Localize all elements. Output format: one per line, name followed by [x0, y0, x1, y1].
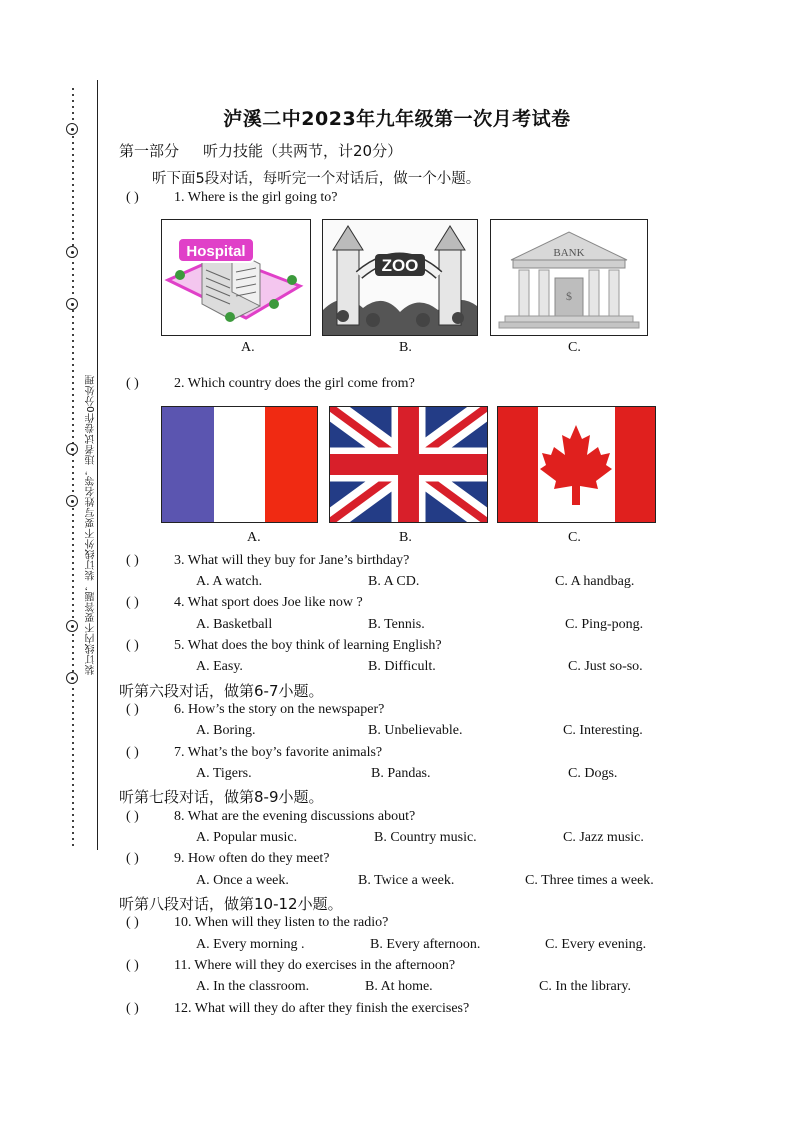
- zoo-gate-icon: [323, 220, 477, 335]
- binding-hole-icon: [66, 443, 78, 455]
- hospital-icon: [162, 220, 310, 335]
- question-11: [126, 958, 455, 974]
- answer-blank[interactable]: ( ): [126, 702, 139, 717]
- option-c: C. Just so-so.: [568, 659, 643, 674]
- question-3: [126, 553, 409, 569]
- answer-blank[interactable]: ( ): [126, 851, 139, 866]
- question-text: 9. How often do they meet?: [174, 851, 330, 866]
- option-a: A. A watch.: [196, 574, 263, 589]
- question-text: 7. What’s the boy’s favorite animals?: [174, 745, 383, 760]
- question-10: [126, 915, 388, 931]
- option-a: A. Boring.: [196, 723, 256, 738]
- option-b: B. Twice a week.: [358, 873, 455, 888]
- option-c: C. Interesting.: [563, 723, 643, 738]
- option-c: C. Ping-pong.: [565, 617, 644, 632]
- answer-blank[interactable]: ( ): [126, 958, 139, 973]
- hospital-sign: Hospital: [186, 243, 246, 260]
- answer-blank[interactable]: ( ): [126, 595, 139, 610]
- answer-blank[interactable]: ( ): [126, 915, 139, 930]
- uk-flag-icon: [330, 407, 487, 522]
- zoo-sign: ZOO: [381, 256, 419, 275]
- picture-canada-flag: [497, 406, 656, 523]
- option-label: C.: [568, 340, 581, 355]
- question-8: [126, 809, 415, 825]
- option-a: A. Tigers.: [196, 766, 252, 781]
- question-text: 11. Where will they do exercises in the afternoon?: [174, 958, 456, 973]
- question-9: [126, 851, 330, 867]
- question-2: [126, 376, 415, 392]
- option-c: C. Jazz music.: [563, 830, 644, 845]
- binding-hole-icon: [66, 620, 78, 632]
- answer-blank[interactable]: ( ): [126, 745, 139, 760]
- option-a: A. Every morning .: [196, 937, 305, 952]
- option-c: C. In the library.: [539, 979, 632, 994]
- answer-blank[interactable]: ( ): [126, 190, 139, 205]
- option-b: B. Every afternoon.: [370, 937, 481, 952]
- option-a: A. In the classroom.: [196, 979, 310, 994]
- picture-uk-flag: [329, 406, 488, 523]
- option-a: A. Basketball: [196, 617, 273, 632]
- question-7: [126, 745, 382, 761]
- listening-instruction: 听下面5段对话，每听完一个对话后，做一个小题。: [152, 171, 481, 187]
- option-c: C. A handbag.: [555, 574, 635, 589]
- binding-dotted-line: [70, 86, 76, 846]
- option-b: B. Pandas.: [371, 766, 431, 781]
- option-label: A.: [247, 530, 261, 545]
- option-b: B. Country music.: [374, 830, 477, 845]
- option-a: A. Easy.: [196, 659, 243, 674]
- bank-sign: BANK: [553, 247, 585, 259]
- answer-blank[interactable]: ( ): [126, 638, 139, 653]
- option-label: B.: [399, 530, 412, 545]
- question-6: [126, 702, 384, 718]
- france-flag-icon: [162, 407, 317, 522]
- section-heading: [119, 140, 402, 161]
- binding-hole-icon: [66, 298, 78, 310]
- binding-hole-icon: [66, 672, 78, 684]
- answer-blank[interactable]: ( ): [126, 809, 139, 824]
- bank-building-icon: [491, 220, 647, 335]
- question-1: [126, 190, 337, 206]
- question-4: [126, 595, 363, 611]
- question-text: 2. Which country does the girl come from?: [174, 376, 415, 391]
- question-5: [126, 638, 442, 654]
- question-text: 5. What does the boy think of learning English?: [174, 638, 442, 653]
- binding-hole-icon: [66, 495, 78, 507]
- picture-zoo: [322, 219, 478, 336]
- option-b: B. Tennis.: [368, 617, 425, 632]
- binding-note: 装订线内不要答题，装订线外不要写姓名等，违者试卷作0分处理: [86, 374, 97, 675]
- section-name: 听力技能（共两节，计20分）: [203, 142, 403, 160]
- option-b: B. Unbelievable.: [368, 723, 463, 738]
- dialogue-7-heading: 听第七段对话，做第8-9小题。: [119, 788, 324, 806]
- dialogue-8-heading: 听第八段对话，做第10-12小题。: [119, 895, 343, 913]
- option-label: A.: [241, 340, 255, 355]
- option-c: C. Dogs.: [568, 766, 618, 781]
- svg-text:$: $: [566, 289, 572, 303]
- option-b: B. A CD.: [368, 574, 420, 589]
- option-c: C. Every evening.: [545, 937, 647, 952]
- option-a: A. Once a week.: [196, 873, 289, 888]
- question-text: 10. When will they listen to the radio?: [174, 915, 389, 930]
- canada-flag-icon: [498, 407, 655, 522]
- picture-bank: [490, 219, 648, 336]
- section-part: 第一部分: [119, 142, 180, 160]
- answer-blank[interactable]: ( ): [126, 376, 139, 391]
- option-b: B. At home.: [365, 979, 433, 994]
- option-a: A. Popular music.: [196, 830, 298, 845]
- question-12: [126, 1001, 469, 1017]
- question-text: 4. What sport does Joe like now ?: [174, 595, 363, 610]
- option-c: C. Three times a week.: [525, 873, 654, 888]
- answer-blank[interactable]: ( ): [126, 1001, 139, 1016]
- binding-hole-icon: [66, 246, 78, 258]
- option-b: B. Difficult.: [368, 659, 436, 674]
- dialogue-6-heading: 听第六段对话，做第6-7小题。: [119, 682, 324, 700]
- answer-blank[interactable]: ( ): [126, 553, 139, 568]
- option-label: C.: [568, 530, 581, 545]
- question-text: 8. What are the evening discussions about?: [174, 809, 416, 824]
- question-text: 3. What will they buy for Jane’s birthday?: [174, 553, 410, 568]
- exam-title: 泸溪二中2023年九年级第一次月考试卷: [223, 108, 571, 130]
- picture-france-flag: [161, 406, 318, 523]
- question-text: 12. What will they do after they finish the exercises?: [174, 1001, 470, 1016]
- question-text: 1. Where is the girl going to?: [174, 190, 338, 205]
- picture-hospital: [161, 219, 311, 336]
- option-label: B.: [399, 340, 412, 355]
- question-text: 6. How’s the story on the newspaper?: [174, 702, 385, 717]
